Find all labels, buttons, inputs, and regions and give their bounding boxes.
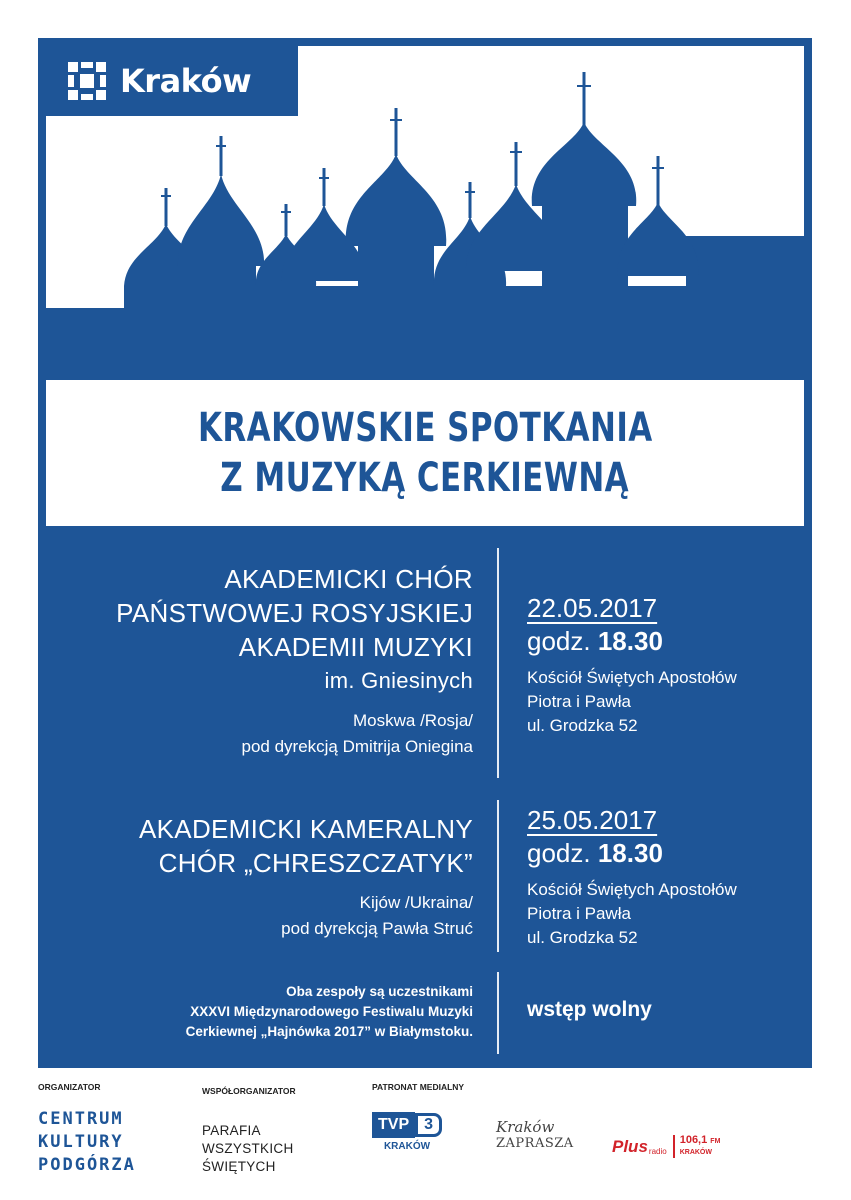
media-label: PATRONAT MEDIALNY — [372, 1082, 465, 1092]
divider-footnote — [497, 972, 499, 1054]
title-band — [46, 380, 804, 526]
event-1-origin: Moskwa /Rosja/ — [353, 711, 473, 730]
divider-event-2 — [497, 800, 499, 952]
logo-text: Kraków — [120, 62, 252, 100]
event-1-director: pod dyrekcją Dmitrija Oniegina — [241, 737, 473, 756]
radio-plus-logo: Plus radio 106,1 FM KRAKÓW — [612, 1134, 721, 1156]
event-1-name-line: im. Gniesinych — [324, 668, 473, 693]
event-2-info — [139, 812, 473, 942]
event-1-name-line: AKADEMICKI CHÓR — [224, 564, 473, 594]
event-1-info — [116, 562, 473, 760]
event-1-date: 22.05.2017 — [527, 593, 658, 623]
divider-event-1 — [497, 548, 499, 778]
coorganizer-label: WSPÓŁORGANIZATOR — [202, 1086, 296, 1096]
event-1-venue: Kościół Świętych Apostołów Piotra i Pawła ul. Grodzka 52 — [527, 668, 737, 735]
title-line-1: KRAKOWSKIE SPOTKANIA — [197, 405, 653, 451]
event-1-schedule — [527, 592, 737, 738]
event-2-time: godz. 18.30 — [527, 838, 663, 868]
event-1-name-line: AKADEMII MUZYKI — [238, 632, 473, 662]
event-2-venue: Kościół Świętych Apostołów Piotra i Pawła ul. Grodzka 52 — [527, 880, 737, 947]
event-2-origin: Kijów /Ukraina/ — [359, 893, 473, 912]
parafia-logo: PARAFIA WSZYSTKICH ŚWIĘTYCH — [202, 1123, 294, 1174]
event-2-schedule — [527, 804, 737, 950]
admission-free: wstęp wolny — [527, 998, 652, 1021]
event-2-date: 25.05.2017 — [527, 805, 658, 835]
title-line-2: Z MUZYKĄ CERKIEWNĄ — [220, 455, 630, 501]
event-1-time: godz. 18.30 — [527, 626, 663, 656]
organizer-label: ORGANIZATOR — [38, 1082, 101, 1092]
event-2-name-line: AKADEMICKI KAMERALNY — [139, 814, 473, 844]
krakow-zaprasza-logo: Kraków ZAPRASZA — [496, 1118, 574, 1151]
tvp3-logo: TVP 3 KRAKÓW — [372, 1112, 442, 1152]
krakow-logo-icon — [68, 62, 106, 100]
event-2-name-line: CHÓR „CHRESZCZATYK” — [158, 848, 473, 878]
festival-footnote: Oba zespoły są uczestnikami XXXVI Międzynarodowego Festiwalu Muzyki Cerkiewnej „Hajnówka 2017” w Białymstoku. — [185, 984, 473, 1039]
centrum-kultury-podgorza-logo: CENTRUM KULTURY PODGÓRZA — [38, 1109, 136, 1175]
event-2-director: pod dyrekcją Pawła Struć — [281, 919, 473, 938]
event-1-name-line: PAŃSTWOWEJ ROSYJSKIEJ — [116, 598, 473, 628]
krakow-logo — [46, 46, 298, 116]
